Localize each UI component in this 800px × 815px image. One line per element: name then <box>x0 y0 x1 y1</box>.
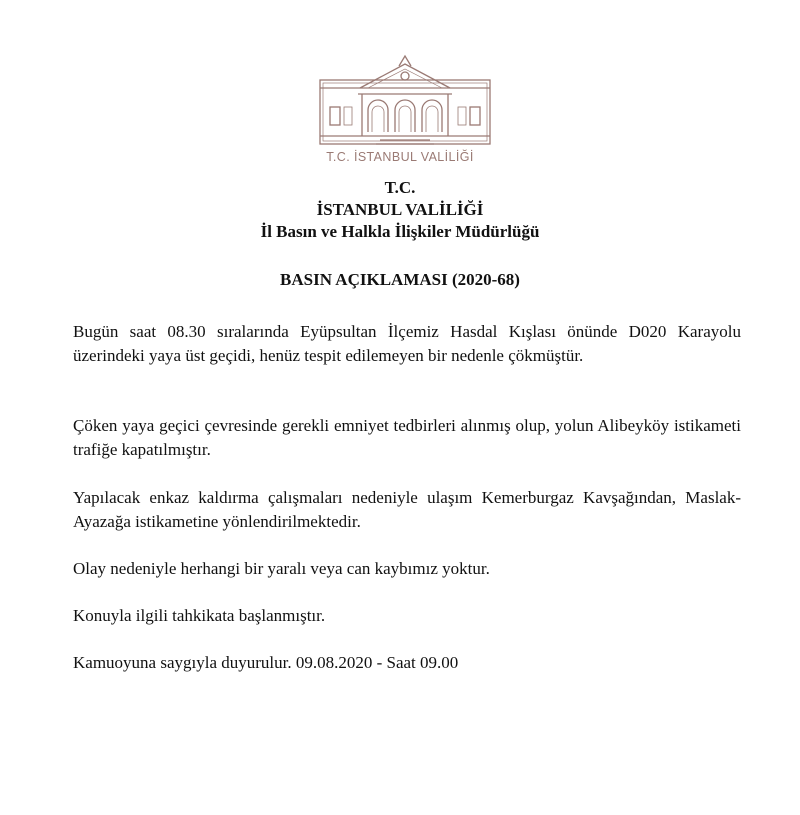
header-governorship: İSTANBUL VALİLİĞİ <box>316 200 484 219</box>
paragraph-incident: Bugün saat 08.30 sıralarında Eyüpsultan İlçemiz Hasdal Kışlası önünde D020 Karayolu üzerindeki yaya üst geçidi, henüz tespit edilemeyen bir nedenle çökmüştür. <box>73 322 741 365</box>
header-department: İl Basın ve Halkla İlişkiler Müdürlüğü <box>260 222 540 241</box>
paragraph-investigation: Konuyla ilgili tahkikata başlanmıştır. <box>73 606 326 625</box>
paragraph-casualties: Olay nedeniyle herhangi bir yaralı veya can kaybımız yoktur. <box>73 559 490 578</box>
header-tc: T.C. <box>384 178 416 197</box>
paragraph-closing: Kamuoyuna saygıyla duyurulur. 09.08.2020 - Saat 09.00 <box>73 653 459 672</box>
governorship-logo <box>300 52 500 177</box>
logo-caption: T.C. İSTANBUL VALİLİĞİ <box>326 150 474 164</box>
governorship-building-icon <box>300 52 500 150</box>
paragraph-safety-measures: Çöken yaya geçici çevresinde gerekli emniyet tedbirleri alınmış olup, yolun Alibeyköy istikameti trafiğe kapatılmıştır. <box>73 416 741 459</box>
press-release-title: BASIN AÇIKLAMASI (2020-68) <box>280 270 520 289</box>
paragraph-traffic-diversion: Yapılacak enkaz kaldırma çalışmaları nedeniyle ulaşım Kemerburgaz Kavşağından, Maslak-Ayazağa istikametine yönlendirilmektedir. <box>73 488 741 531</box>
